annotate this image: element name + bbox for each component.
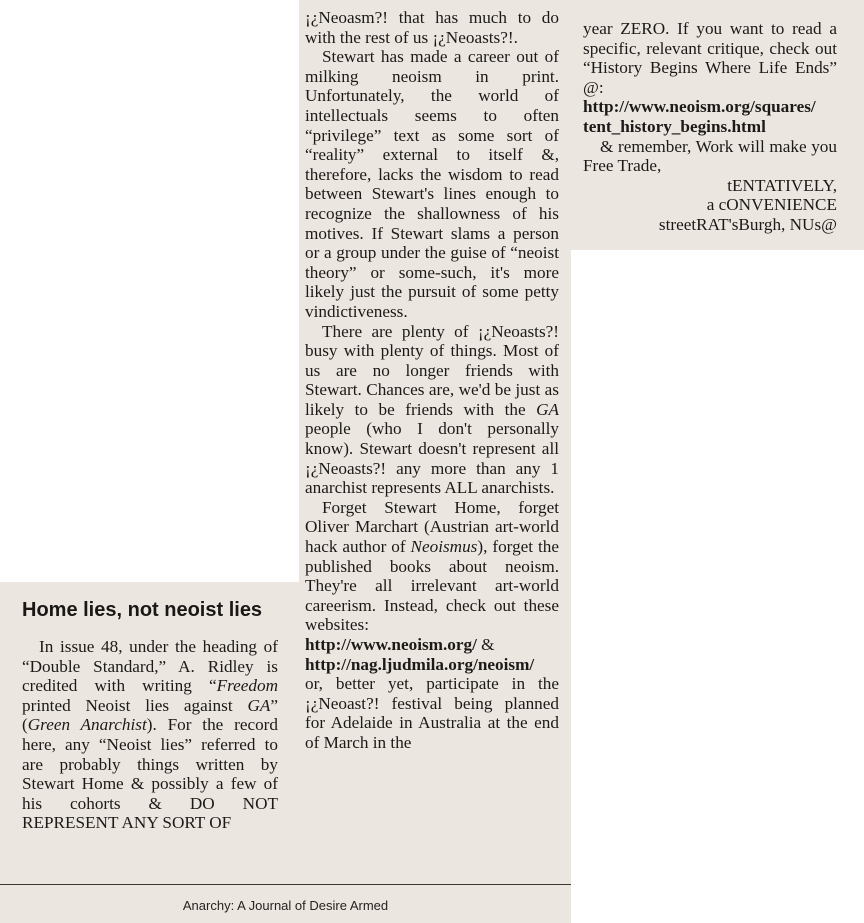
url-line xyxy=(305,655,559,675)
article-paragraph: & remember, Work will make you Free Trade, xyxy=(583,136,837,176)
url-line xyxy=(583,117,837,137)
history-url-part1: http://www.neoism.org/squares/ xyxy=(583,97,816,117)
article-paragraph: Stewart has made a career out of milking neoism in print. Unfortunately, the world of intellectuals seems to often “privilege” text as some sort of “reality” external to itself &, therefore, lacks the wisdom to read between Stewart's lines enough to recognize the shallowness of his motives. If Stewart slams a person or a group under the guise of “neoist theory” or some-such, it's more likely just the pursuit of some petty vindictiveness. xyxy=(305,47,559,321)
signature-line: a cONVENIENCE xyxy=(706,195,837,215)
article-paragraph: In issue 48, under the heading of “Double Standard,” A. Ridley is credited with writing “Freedom printed Neoist lies against GA” (Green Anarchist). For the record here, any “Neoist lies” referred to are probably things written by Stewart Home & possibly a few of his cohorts & DO NOT REPRESENT ANY SORT OF xyxy=(22,637,279,833)
publication-footer: Anarchy: A Journal of Desire Armed xyxy=(182,898,389,913)
signature-line: streetRAT'sBurgh, NUs@ xyxy=(658,214,837,234)
footer-divider xyxy=(0,884,571,885)
signature-line: tENTATIVELY, xyxy=(727,175,837,195)
clipping-paper-footer xyxy=(0,870,571,923)
url-line: http://www.neoism.org/ & xyxy=(305,635,495,654)
article-column-right xyxy=(583,19,837,235)
article-paragraph: Forget Stewart Home, forget Oliver Marchart (Austrian art-world hack author of Neoismus), forget the published books about neoism. They're all irrelevant art-world careerism. Instead, check out these websites: xyxy=(305,497,560,635)
article-headline: Home lies, not neoist lies xyxy=(22,599,263,621)
history-url-part2: tent_history_begins.html xyxy=(583,116,766,136)
article-paragraph: ¡¿Neoasm?! that has much to do with the rest of us ¡¿Neoasts?!. xyxy=(305,8,559,47)
url-line xyxy=(583,97,837,117)
article-column-left xyxy=(22,637,278,833)
ljudmila-url: http://nag.ljudmila.org/neoism/ xyxy=(305,654,535,674)
article-paragraph: There are plenty of ¡¿Neoasts?! busy with plenty of things. Most of us are no longer friends with Stewart. Chances are, we'd be just as likely to be friends with the GA people (who I don't personally know). Stewart doesn't represent all ¡¿Neoasts?! any more than any 1 anarchist represents ALL anarchists. xyxy=(305,321,559,498)
neoism-url: http://www.neoism.org/ xyxy=(305,635,477,654)
article-paragraph: or, better yet, participate in the ¡¿Neoast?! festival being planned for Adelaide in Australia at the end of March in the xyxy=(305,674,559,752)
article-paragraph: year ZERO. If you want to read a specific, relevant critique, check out “History Begins Where Life Ends” @: xyxy=(583,19,837,97)
article-column-middle xyxy=(305,8,559,753)
